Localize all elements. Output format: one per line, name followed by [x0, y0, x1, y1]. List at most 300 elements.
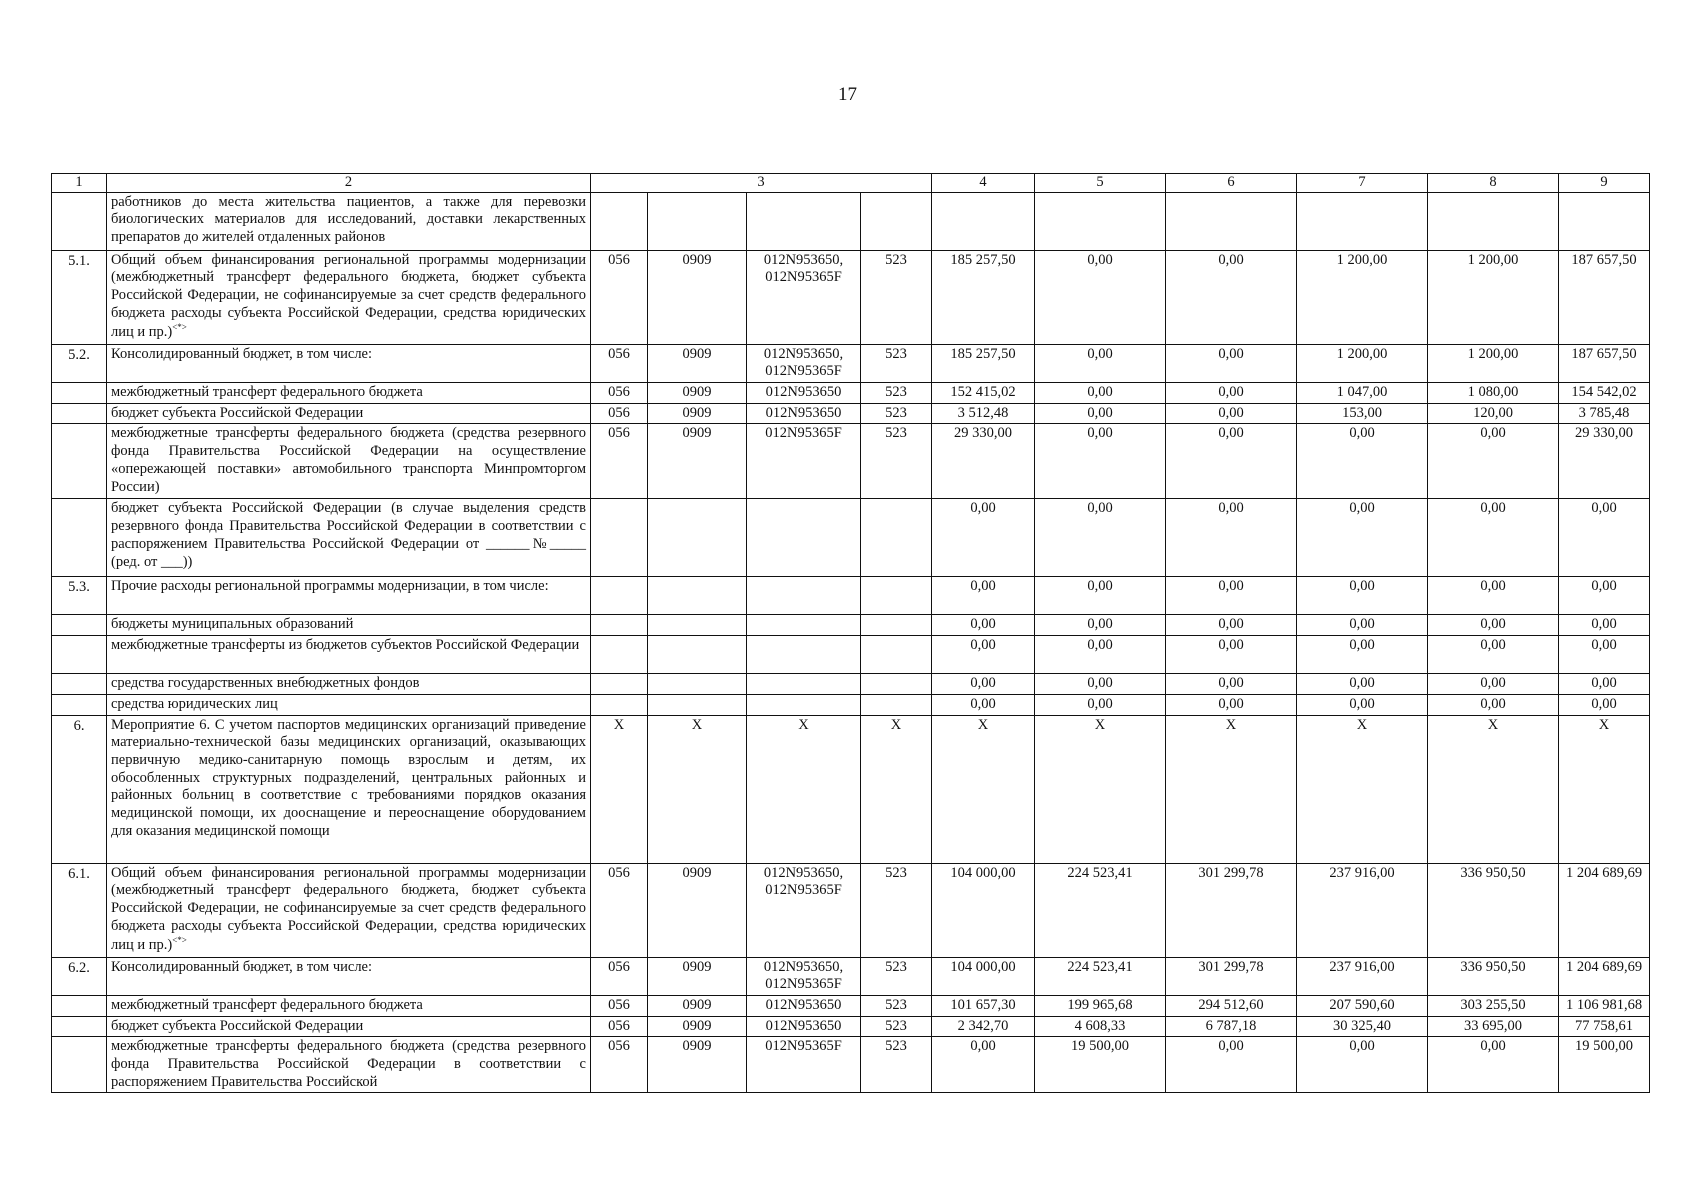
table-row	[52, 863, 1650, 957]
value-cell-text: 0,00	[1218, 384, 1244, 401]
header-cell: 6	[1166, 174, 1297, 193]
code-cell	[747, 577, 861, 615]
value-cell-text: 237 916,00	[1329, 864, 1395, 881]
value-cell-text: 0,00	[1218, 404, 1244, 421]
code-cell	[747, 863, 861, 957]
code-cell	[861, 863, 932, 957]
value-cell	[932, 1037, 1035, 1093]
code-cell	[591, 344, 648, 382]
code-cell-text: 056	[608, 251, 630, 268]
value-cell-text: 0,00	[1087, 637, 1113, 654]
code-cell-text: 012N953650	[765, 1017, 842, 1034]
value-cell-text: 0,00	[1087, 578, 1113, 595]
value-cell-text: 0,00	[1218, 578, 1244, 595]
value-cell	[1035, 863, 1166, 957]
value-cell	[1166, 383, 1297, 404]
code-cell	[747, 957, 861, 995]
value-cell	[1166, 499, 1297, 577]
row-description	[107, 499, 591, 577]
row-number	[52, 636, 107, 674]
value-cell	[1559, 499, 1650, 577]
value-cell-text: 224 523,41	[1067, 958, 1133, 975]
value-cell-text: 29 330,00	[954, 425, 1012, 442]
value-cell-text: 0,00	[1218, 425, 1244, 442]
code-cell	[747, 403, 861, 424]
code-cell-text: 056	[608, 384, 630, 401]
code-cell	[861, 957, 932, 995]
row-description-text: бюджеты муниципальных образований	[111, 616, 354, 633]
value-cell	[1035, 577, 1166, 615]
code-cell-text: X	[798, 716, 809, 733]
value-cell	[1166, 957, 1297, 995]
value-cell	[1297, 192, 1428, 250]
value-cell	[1297, 424, 1428, 499]
value-cell-text: 152 415,02	[950, 384, 1016, 401]
code-cell	[747, 344, 861, 382]
row-description-text: Консолидированный бюджет, в том числе:	[111, 958, 373, 975]
value-cell-text: 294 512,60	[1198, 996, 1264, 1013]
row-number-text: 6.2.	[68, 959, 90, 976]
row-number	[52, 674, 107, 695]
value-cell-text: X	[977, 716, 989, 733]
value-cell	[1297, 995, 1428, 1016]
value-cell-text: 33 695,00	[1464, 1017, 1522, 1034]
value-cell-text: 207 590,60	[1329, 996, 1395, 1013]
value-cell	[1035, 424, 1166, 499]
row-description	[107, 192, 591, 250]
value-cell	[1166, 674, 1297, 695]
row-number	[52, 863, 107, 957]
value-cell	[1428, 863, 1559, 957]
header-cell: 8	[1428, 174, 1559, 193]
value-cell-text: 1 200,00	[1467, 251, 1519, 268]
value-cell-text: 4 608,33	[1074, 1017, 1126, 1034]
value-cell	[1559, 615, 1650, 636]
value-cell	[1428, 1016, 1559, 1037]
row-number	[52, 615, 107, 636]
value-cell-text: 0,00	[1591, 500, 1617, 517]
value-cell	[1559, 383, 1650, 404]
code-cell-text: 012N95365F	[765, 425, 842, 442]
value-cell	[1428, 192, 1559, 250]
code-cell	[648, 694, 747, 715]
value-cell-text: 104 000,00	[950, 958, 1016, 975]
code-cell-text: 523	[885, 1038, 907, 1055]
value-cell	[932, 863, 1035, 957]
value-cell	[1428, 403, 1559, 424]
row-description	[107, 344, 591, 382]
code-cell	[648, 403, 747, 424]
value-cell	[1428, 694, 1559, 715]
table-row	[52, 615, 1650, 636]
value-cell	[1166, 1016, 1297, 1037]
value-cell-text: 336 950,50	[1460, 958, 1526, 975]
row-description	[107, 577, 591, 615]
value-cell-text: 0,00	[970, 1038, 996, 1055]
code-cell	[861, 694, 932, 715]
value-cell	[1166, 344, 1297, 382]
code-cell	[591, 863, 648, 957]
row-description	[107, 615, 591, 636]
code-cell	[648, 715, 747, 863]
value-cell-text: 0,00	[1480, 1038, 1506, 1055]
value-cell	[1428, 1037, 1559, 1093]
row-description-text: средства государственных внебюджетных фондов	[111, 675, 420, 692]
value-cell-text: 0,00	[1480, 578, 1506, 595]
value-cell-text: 0,00	[1349, 1038, 1375, 1055]
value-cell	[1166, 424, 1297, 499]
value-cell	[1559, 863, 1650, 957]
value-cell-text: 101 657,30	[950, 996, 1016, 1013]
value-cell-text: 0,00	[1087, 345, 1113, 362]
value-cell-text: 1 080,00	[1467, 384, 1519, 401]
row-description	[107, 403, 591, 424]
value-cell-text: 1 200,00	[1336, 251, 1388, 268]
value-cell	[1559, 636, 1650, 674]
code-cell	[591, 192, 648, 250]
value-cell-text: 0,00	[1591, 695, 1617, 712]
table-row	[52, 192, 1650, 250]
code-cell	[648, 863, 747, 957]
code-cell	[591, 383, 648, 404]
code-cell-text: 523	[885, 958, 907, 975]
value-cell	[1297, 694, 1428, 715]
value-cell	[1166, 403, 1297, 424]
row-description	[107, 636, 591, 674]
table-row	[52, 715, 1650, 863]
value-cell	[1035, 383, 1166, 404]
value-cell	[932, 344, 1035, 382]
value-cell	[1035, 636, 1166, 674]
value-cell	[1559, 344, 1650, 382]
row-description	[107, 674, 591, 695]
value-cell-text: 0,00	[1480, 500, 1506, 517]
row-number	[52, 250, 107, 344]
value-cell-text: 199 965,68	[1067, 996, 1133, 1013]
code-cell	[747, 615, 861, 636]
code-cell	[648, 1037, 747, 1093]
financing-table	[51, 173, 1650, 1093]
value-cell-text: 0,00	[1218, 637, 1244, 654]
code-cell-text: 523	[885, 404, 907, 421]
row-number	[52, 1037, 107, 1093]
code-cell	[591, 577, 648, 615]
code-cell-text: 0909	[682, 251, 712, 268]
value-cell	[932, 499, 1035, 577]
value-cell	[1297, 250, 1428, 344]
code-cell	[648, 674, 747, 695]
code-cell-text: 0909	[682, 996, 712, 1013]
value-cell	[1297, 715, 1428, 863]
value-cell-text: 301 299,78	[1198, 864, 1264, 881]
value-cell-text: X	[1356, 716, 1368, 733]
row-number-text: 6.	[73, 717, 85, 734]
value-cell	[1166, 636, 1297, 674]
code-cell	[591, 403, 648, 424]
value-cell-text: 237 916,00	[1329, 958, 1395, 975]
code-cell-text: X	[691, 716, 703, 733]
code-cell-text: 0909	[682, 425, 712, 442]
code-cell-text: 056	[608, 404, 630, 421]
value-cell	[1035, 344, 1166, 382]
row-description	[107, 694, 591, 715]
row-number	[52, 957, 107, 995]
value-cell	[1035, 694, 1166, 715]
row-description	[107, 715, 591, 863]
value-cell	[932, 615, 1035, 636]
code-cell-text: 056	[608, 345, 630, 362]
code-cell-text: 012N95365F	[765, 1038, 842, 1055]
code-cell-text: 523	[885, 425, 907, 442]
value-cell	[1166, 250, 1297, 344]
value-cell	[932, 694, 1035, 715]
code-cell	[861, 424, 932, 499]
code-cell	[591, 615, 648, 636]
value-cell-text: 0,00	[1591, 578, 1617, 595]
code-cell	[591, 957, 648, 995]
value-cell	[1035, 1037, 1166, 1093]
header-cell: 9	[1559, 174, 1650, 193]
value-cell-text: 0,00	[1591, 675, 1617, 692]
value-cell-text: 0,00	[1591, 637, 1617, 654]
table-row	[52, 383, 1650, 404]
header-cell: 4	[932, 174, 1035, 193]
value-cell	[932, 192, 1035, 250]
row-description-text: работников до места жительства пациентов, а также для перевозки биологических материалов для исследований, доставки лекарственных препаратов до жителей отдаленных районов	[111, 193, 586, 246]
value-cell-text: 154 542,02	[1571, 384, 1637, 401]
table-row	[52, 403, 1650, 424]
code-cell-text: 0909	[682, 384, 712, 401]
value-cell-text: 3 512,48	[957, 404, 1009, 421]
code-cell	[861, 577, 932, 615]
value-cell-text: 1 204 689,69	[1565, 958, 1643, 975]
code-cell	[591, 674, 648, 695]
value-cell	[1166, 715, 1297, 863]
value-cell-text: 120,00	[1473, 404, 1513, 421]
code-cell	[747, 1016, 861, 1037]
code-cell	[648, 424, 747, 499]
value-cell	[1559, 424, 1650, 499]
value-cell-text: 0,00	[1218, 695, 1244, 712]
row-description-text: средства юридических лиц	[111, 695, 278, 712]
value-cell-text: 0,00	[1349, 637, 1375, 654]
code-cell	[861, 383, 932, 404]
value-cell	[932, 424, 1035, 499]
value-cell-text: 1 200,00	[1336, 345, 1388, 362]
code-cell-text: 056	[608, 958, 630, 975]
value-cell	[932, 957, 1035, 995]
value-cell	[1035, 1016, 1166, 1037]
value-cell-text: 0,00	[970, 695, 996, 712]
table-row	[52, 344, 1650, 382]
code-cell-text: 0909	[682, 864, 712, 881]
value-cell	[1035, 250, 1166, 344]
value-cell	[1428, 957, 1559, 995]
value-cell	[1559, 674, 1650, 695]
code-cell	[861, 995, 932, 1016]
value-cell-text: 0,00	[970, 675, 996, 692]
value-cell-text: 0,00	[1591, 616, 1617, 633]
value-cell	[1166, 615, 1297, 636]
code-cell-text: 523	[885, 1017, 907, 1034]
value-cell	[1297, 957, 1428, 995]
value-cell-text: 3 785,48	[1578, 404, 1630, 421]
value-cell-text: 0,00	[1349, 616, 1375, 633]
code-cell	[648, 344, 747, 382]
value-cell	[1428, 995, 1559, 1016]
code-cell	[861, 499, 932, 577]
value-cell	[1297, 636, 1428, 674]
value-cell-text: 30 325,40	[1333, 1017, 1391, 1034]
code-cell	[747, 674, 861, 695]
code-cell	[861, 403, 932, 424]
row-number	[52, 694, 107, 715]
value-cell	[1297, 344, 1428, 382]
value-cell	[1166, 863, 1297, 957]
header-cell: 3	[591, 174, 932, 193]
value-cell-text: 0,00	[1218, 251, 1244, 268]
value-cell	[1035, 615, 1166, 636]
value-cell-text: 6 787,18	[1205, 1017, 1257, 1034]
row-description-text: бюджет субъекта Российской Федерации	[111, 1017, 364, 1034]
table-row	[52, 424, 1650, 499]
code-cell-text: 012N953650, 012N95365F	[763, 864, 844, 899]
row-description	[107, 1037, 591, 1093]
row-description	[107, 383, 591, 404]
value-cell	[1559, 250, 1650, 344]
code-cell-text: 012N953650	[765, 384, 842, 401]
table-row	[52, 995, 1650, 1016]
value-cell-text: 19 500,00	[1071, 1038, 1129, 1055]
value-cell	[932, 250, 1035, 344]
footnote-mark: <*>	[172, 935, 187, 946]
value-cell-text: 19 500,00	[1575, 1038, 1633, 1055]
value-cell	[1559, 715, 1650, 863]
code-cell	[861, 636, 932, 674]
header-cell: 5	[1035, 174, 1166, 193]
code-cell	[648, 995, 747, 1016]
code-cell-text: 0909	[682, 1038, 712, 1055]
value-cell	[932, 577, 1035, 615]
value-cell-text: 0,00	[1087, 695, 1113, 712]
value-cell-text: X	[1598, 716, 1610, 733]
value-cell	[1297, 615, 1428, 636]
code-cell	[648, 1016, 747, 1037]
value-cell-text: 104 000,00	[950, 864, 1016, 881]
value-cell	[1297, 863, 1428, 957]
value-cell-text: 0,00	[1087, 251, 1113, 268]
value-cell-text: 0,00	[1349, 500, 1375, 517]
value-cell	[932, 995, 1035, 1016]
code-cell	[747, 715, 861, 863]
table-row	[52, 636, 1650, 674]
code-cell	[861, 344, 932, 382]
table-row	[52, 694, 1650, 715]
code-cell	[591, 694, 648, 715]
code-cell	[747, 636, 861, 674]
code-cell-text: 0909	[682, 958, 712, 975]
value-cell	[1559, 694, 1650, 715]
value-cell-text: 0,00	[1218, 616, 1244, 633]
value-cell-text: 0,00	[1349, 695, 1375, 712]
value-cell-text: 336 950,50	[1460, 864, 1526, 881]
row-description-text: Консолидированный бюджет, в том числе:	[111, 345, 373, 362]
code-cell-text: 012N953650, 012N95365F	[763, 958, 844, 993]
row-description	[107, 424, 591, 499]
code-cell	[747, 250, 861, 344]
value-cell	[932, 383, 1035, 404]
value-cell	[932, 636, 1035, 674]
code-cell	[648, 250, 747, 344]
code-cell	[591, 1037, 648, 1093]
row-number	[52, 424, 107, 499]
value-cell	[1035, 674, 1166, 695]
code-cell-text: 523	[885, 384, 907, 401]
value-cell	[1428, 715, 1559, 863]
row-description	[107, 863, 591, 957]
value-cell-text: 0,00	[1349, 578, 1375, 595]
code-cell	[591, 636, 648, 674]
value-cell	[1559, 403, 1650, 424]
value-cell	[1035, 957, 1166, 995]
row-number	[52, 499, 107, 577]
value-cell	[1166, 995, 1297, 1016]
code-cell	[648, 957, 747, 995]
value-cell-text: X	[1487, 716, 1499, 733]
code-cell	[648, 499, 747, 577]
code-cell	[591, 499, 648, 577]
code-cell	[591, 1016, 648, 1037]
code-cell	[591, 250, 648, 344]
value-cell	[1428, 344, 1559, 382]
value-cell	[1428, 424, 1559, 499]
code-cell	[648, 615, 747, 636]
code-cell	[648, 577, 747, 615]
footnote-mark: <*>	[172, 322, 187, 333]
value-cell-text: 0,00	[970, 616, 996, 633]
row-number	[52, 192, 107, 250]
value-cell-text: 0,00	[1480, 616, 1506, 633]
value-cell	[932, 1016, 1035, 1037]
code-cell-text: 012N953650, 012N95365F	[763, 345, 844, 380]
code-cell-text: 012N953650, 012N95365F	[763, 251, 844, 286]
code-cell	[861, 674, 932, 695]
table-row	[52, 577, 1650, 615]
row-description-text: Мероприятие 6. С учетом паспортов медицинских организаций приведение материально-технической базы медицинских организаций, оказывающих первичную медико-санитарную помощь взрослым и детям, их обособленных структурных подразделений, центральных районных и районных больниц в соответствие с требованиями порядков оказания медицинской помощи, их дооснащение и переоснащение оборудованием для оказания медицинской помощи	[111, 716, 586, 839]
value-cell	[1297, 403, 1428, 424]
code-cell	[861, 1016, 932, 1037]
value-cell-text: 0,00	[1480, 637, 1506, 654]
value-cell-text: 303 255,50	[1460, 996, 1526, 1013]
value-cell	[932, 674, 1035, 695]
row-description-text: бюджет субъекта Российской Федерации (в случае выделения средств резервного фонда Правительства Российской Федерации в соответствии с распоряжением Правительства Российской Федерации от ______№_____ (ред. от ___))	[111, 500, 586, 570]
value-cell	[1428, 636, 1559, 674]
value-cell	[1559, 1037, 1650, 1093]
value-cell	[1428, 499, 1559, 577]
table-row	[52, 1016, 1650, 1037]
row-number	[52, 1016, 107, 1037]
table-row	[52, 957, 1650, 995]
value-cell-text: 0,00	[1218, 345, 1244, 362]
page-number: 17	[838, 84, 857, 105]
code-cell-text: 523	[885, 864, 907, 881]
value-cell	[1428, 383, 1559, 404]
row-description-text: межбюджетные трансферты федерального бюджета (средства резервного фонда Правительства Российской Федерации на осуществление «опережающей поставки» автомобильного транспорта Минпромторгом России)	[111, 425, 586, 495]
value-cell-text: 0,00	[1087, 500, 1113, 517]
row-number	[52, 995, 107, 1016]
value-cell-text: 1 200,00	[1467, 345, 1519, 362]
value-cell-text: 0,00	[1218, 500, 1244, 517]
